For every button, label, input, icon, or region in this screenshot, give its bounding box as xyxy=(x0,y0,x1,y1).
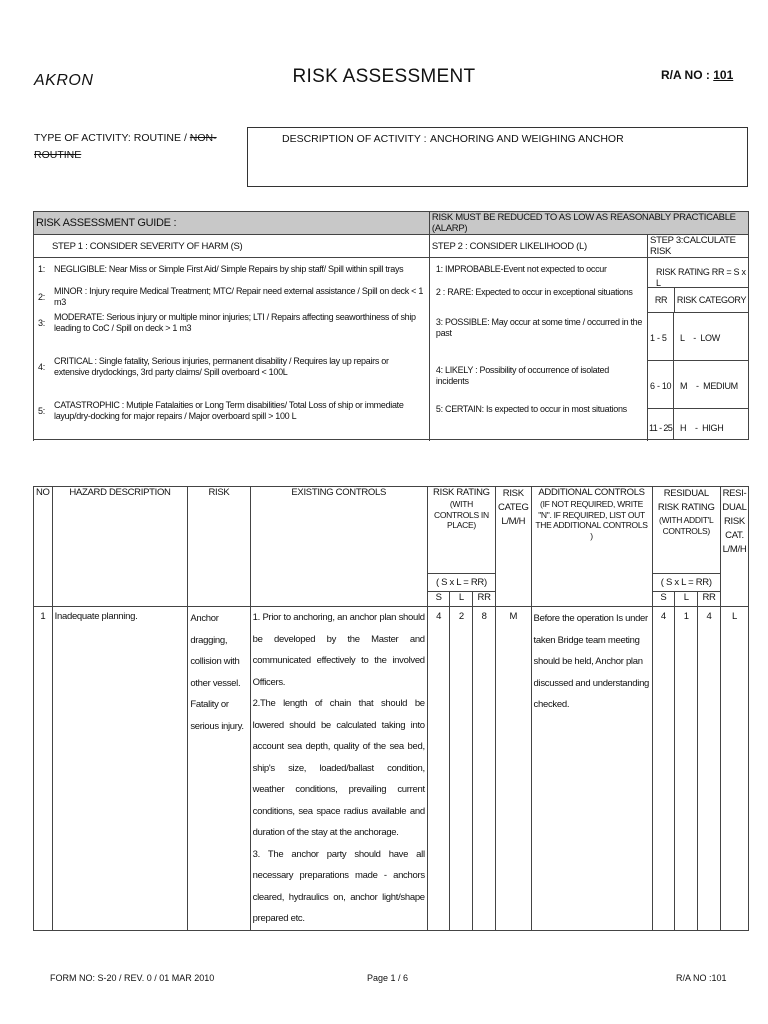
row-l: 2 xyxy=(450,607,473,931)
row-risk: Anchor dragging, collision with other vessel. Fatality or serious injury. xyxy=(188,607,250,931)
rr-header: RR xyxy=(648,288,675,312)
row-s: 4 xyxy=(427,607,450,931)
col-additional-controls: ADDITIONAL CONTROLS xyxy=(538,487,645,498)
activity-description-label: DESCRIPTION OF ACTIVITY : xyxy=(282,133,427,145)
existing-control-item: 1. Prior to anchoring, an anchor plan should be developed by the Master and communicated effectively to the involved Officers. xyxy=(252,612,425,688)
company-name: AKRON xyxy=(34,72,94,89)
col-s: S xyxy=(427,592,450,607)
severity-item: 1: NEGLIGIBLE: Near Miss or Simple First Aid/ Simple Repairs by ship staff/ Spill within spill trays xyxy=(38,264,404,275)
col-residual-rating-sub: (WITH ADDIT'L CONTROLS) xyxy=(659,515,714,536)
severity-item: 3:MODERATE: Serious injury or multiple minor injuries; LTI / Repairs affecting seaworthiness of ship leading to CoC / Spill on deck > 1 m3 xyxy=(38,312,416,333)
col-additional-controls-sub: (IF NOT REQUIRED, WRITE "N". IF REQUIRED, LIST OUT THE ADDITIONAL CONTROLS ) xyxy=(535,499,648,541)
existing-control-item: 3. The anchor party should have all necessary preparations made - anchors cleared, hydraulics on, anchor light/shape prepared etc. xyxy=(252,848,425,924)
col-hazard: HAZARD DESCRIPTION xyxy=(52,487,188,607)
guide-alarp: RISK MUST BE REDUCED TO AS LOW AS REASONABLY PRACTICABLE (ALARP) xyxy=(429,212,748,235)
document-title: RISK ASSESSMENT xyxy=(292,66,476,87)
col-existing-controls: EXISTING CONTROLS xyxy=(250,487,427,607)
row-res-s: 4 xyxy=(652,607,675,931)
row-res-l: 1 xyxy=(675,607,698,931)
guide-title: RISK ASSESSMENT GUIDE : xyxy=(34,212,430,235)
col-residual-rating: RESIDUAL RISK RATING xyxy=(657,488,715,513)
activity-type-struck-2: ROUTINE xyxy=(34,149,82,161)
col-res-rr: RR xyxy=(698,592,721,607)
category-label: H - HIGH xyxy=(680,423,724,433)
guide-step3: STEP 3:CALCULATE RISK xyxy=(648,235,749,258)
guide-step2: STEP 2 : CONSIDER LIKELIHOOD (L) xyxy=(429,235,647,258)
row-no: 1 xyxy=(34,607,53,931)
row-res-rr: 4 xyxy=(698,607,721,931)
row-rr: 8 xyxy=(473,607,496,931)
risk-assessment-guide xyxy=(33,211,749,440)
footer-form-number: FORM NO: S-20 / REV. 0 / 01 MAR 2010 xyxy=(50,973,215,983)
footer-page: Page 1 / 6 xyxy=(367,973,409,983)
col-risk-rating: RISK RATING xyxy=(433,487,490,498)
activity-type xyxy=(34,130,234,164)
likelihood-item: 5: CERTAIN: Is expected to occur in most situations xyxy=(435,404,627,414)
activity-type-struck: NON- xyxy=(189,132,217,144)
hazard-table xyxy=(33,486,749,931)
guide-step1: STEP 1 : CONSIDER SEVERITY OF HARM (S) xyxy=(34,235,430,258)
rating-formula: ( S x L = RR) xyxy=(427,574,495,592)
row-res-cat: L xyxy=(720,607,748,931)
col-res-s: S xyxy=(652,592,675,607)
col-residual-cat: RESI-DUAL RISK CAT. L/M/H xyxy=(720,487,748,607)
severity-item: 4:CRITICAL : Single fatality, Serious injuries, permanent disability / Requires lay up repairs or extensive drydockings, 3rd party claims/ Spill overboard < 100L xyxy=(38,356,389,377)
severity-item: 5:CATASTROPHIC : Mutiple Fatalaities or Long Term disabilities/ Total Loss of ship or immediate layup/dry-docking for major repairs / Major overboard spill > 100 L xyxy=(38,400,404,421)
ra-number xyxy=(661,68,733,82)
col-rr: RR xyxy=(473,592,496,607)
likelihood-item: 2 : RARE: Expected to occur in exceptional situations xyxy=(435,287,633,297)
severity-item: 2:MINOR : Injury require Medical Treatment; MTC/ Repair need external assistance / Spill on deck < 1 m3 xyxy=(38,286,424,307)
row-additional-controls: Before the operation Is under taken Bridge team meeting should be held, Anchor plan discussed and understanding checked. xyxy=(531,607,652,931)
row-hazard: Inadequate planning. xyxy=(52,607,188,931)
col-risk-categ: RISK CATEG L/M/H xyxy=(496,487,532,607)
residual-formula: ( S x L = RR) xyxy=(652,574,720,592)
row-categ: M xyxy=(496,607,532,931)
col-risk-rating-sub: (WITH CONTROLS IN PLACE) xyxy=(434,499,489,530)
risk-rating-formula: RISK RATING RR = S x L xyxy=(648,258,748,288)
category-rr: 6 - 10 xyxy=(648,361,674,408)
col-res-l: L xyxy=(675,592,698,607)
ra-number-value: 101 xyxy=(713,68,734,82)
existing-control-item: 2.The length of chain that should be lowered should be calculated taking into account sea depth, quality of the sea bed, ship's size, loaded/ballast condition, weather conditions, prevailing current conditions, sea space radius available and duration of the stay at the anchorage. xyxy=(252,698,425,838)
ra-label: R/A NO : xyxy=(661,68,710,82)
likelihood-item: 4: LIKELY : Possibility of occurrence of isolated incidents xyxy=(435,365,609,386)
category-label: L - LOW xyxy=(680,333,720,343)
category-label: M - MEDIUM xyxy=(680,381,738,391)
activity-type-label: TYPE OF ACTIVITY: ROUTINE / xyxy=(34,132,190,144)
col-l: L xyxy=(450,592,473,607)
table-row xyxy=(34,607,749,931)
activity-description-value: ANCHORING AND WEIGHING ANCHOR xyxy=(430,133,624,145)
risk-category-header: RISK CATEGORY xyxy=(676,295,747,305)
footer-ra-number: R/A NO :101 xyxy=(676,973,727,983)
col-no: NO xyxy=(34,487,53,607)
category-rr: 11 - 25 xyxy=(648,409,674,439)
likelihood-item: 3: POSSIBLE: May occur at some time / occurred in the past xyxy=(435,317,643,338)
col-risk: RISK xyxy=(188,487,250,607)
category-rr: 1 - 5 xyxy=(648,313,674,360)
likelihood-item: 1: IMPROBABLE-Event not expected to occur xyxy=(435,264,607,274)
